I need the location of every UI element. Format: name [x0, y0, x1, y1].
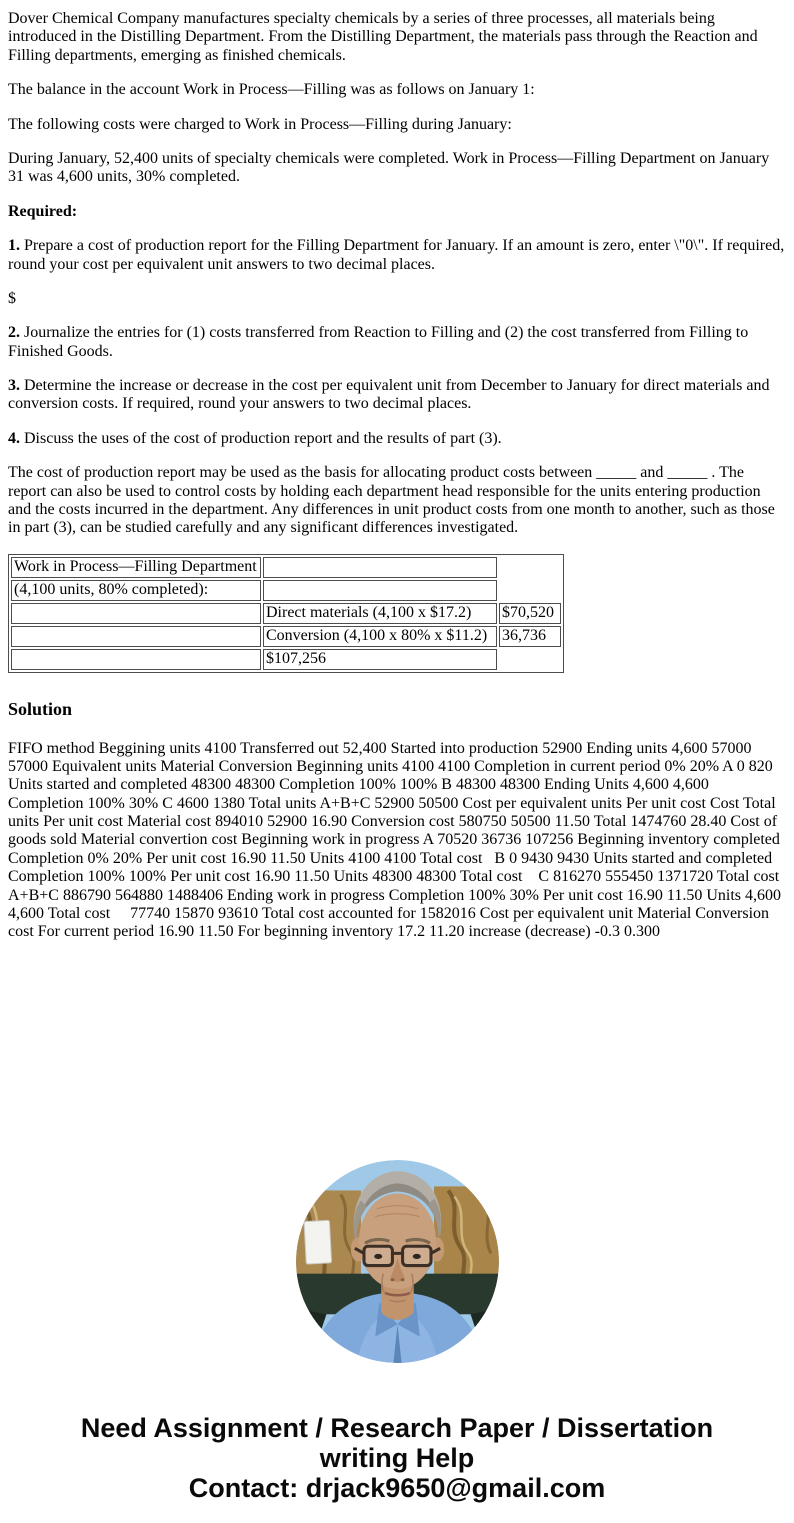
paragraph-report-uses: The cost of production report may be used as the basis for allocating product costs between _____ and _____ . The report can also be used to control costs by holding each department head responsible for the units entering production and the costs incurred in the department. Any differences in unit product costs from one month to another, such as those in part (3), can be studied carefully and any significant differences investigated.	[8, 464, 775, 537]
table-row	[11, 626, 561, 647]
table-row	[11, 649, 561, 670]
requirement-4-number: 4.	[8, 429, 20, 447]
paragraph-costs-charged: The following costs were charged to Work in Process—Filling during January:	[8, 115, 512, 133]
portrait-image	[296, 1160, 499, 1363]
table-cell: Work in Process—Filling Department	[11, 557, 261, 578]
requirement-1-number: 1.	[8, 237, 20, 255]
assignment-document	[8, 10, 786, 1503]
table-cell	[499, 557, 561, 578]
table-cell	[499, 580, 561, 601]
presenter-avatar	[296, 1160, 499, 1363]
footer-line-1: Need Assignment / Research Paper / Dissertation	[80, 1412, 714, 1443]
table-row	[11, 580, 561, 601]
requirement-2	[8, 324, 786, 361]
table-cell: $70,520	[499, 603, 561, 624]
table-cell: Direct materials (4,100 x $17.2)	[263, 603, 497, 624]
table-cell: $107,256	[263, 649, 497, 670]
solution-body-text: FIFO method Beggining units 4100 Transferred out 52,400 Started into production 52900 Ending units 4,600 57000 57000 Equivalent units Material Conversion Beginning units 4100 4100 Completion in current period 0% 20% A 0 820 Units started and completed 48300 48300 Completion 100% 100% B 48300 48300 Ending Units 4,600 4,600 Completion 100% 30% C 4600 1380 Total units A+B+C 52900 50500 Cost per equivalent units Per unit cost Cost Total units Per unit cost Material cost 894010 52900 16.90 Conversion cost 580750 50500 11.50 Total 1474760 28.40 Cost of goods sold Material convertion cost Beginning work in progress A 70520 36736 107256 Beginning inventory completed Completion 0% 20% Per unit cost 16.90 11.50 Units 4100 4100 Total cost B 0 9430 9430 Units started and completed Completion 100% 100% Per unit cost 16.90 11.50 Units 48300 48300 Total cost C 816270 555450 1371720 Total cost A+B+C 886790 564880 1488406 Ending work in progress Completion 100% 30% Per unit cost 16.90 11.50 Units 4,600 4,600 Total cost 77740 15870 93610 Total cost accounted for 1582016 Cost per equivalent unit Material Conversion cost For current period 16.90 11.50 For beginning inventory 17.2 11.20 increase (decrease) -0.3 0.300	[8, 739, 785, 941]
table-cell	[263, 580, 497, 601]
requirement-1-text: Prepare a cost of production report for the Filling Department for January. If an amount is zero, enter \"0\". If required, round your cost per equivalent unit answers to two decimal places.	[8, 237, 785, 273]
paragraph-balance: The balance in the account Work in Process—Filling was as follows on January 1:	[8, 81, 535, 99]
solution-heading: Solution	[8, 698, 73, 719]
avatar-container	[8, 1160, 786, 1363]
paragraph-during-january: During January, 52,400 units of specialty chemicals were completed. Work in Process—Filling Department on January 31 was 4,600 units, 30% completed.	[8, 149, 770, 186]
requirement-1	[8, 237, 786, 274]
requirement-4	[8, 430, 786, 448]
footer-contact-email: Contact: drjack9650@gmail.com	[188, 1472, 606, 1503]
required-heading	[8, 203, 786, 221]
table-cell	[11, 649, 261, 670]
table-cell: Conversion (4,100 x 80% x $11.2)	[263, 626, 497, 647]
paragraph-intro: Dover Chemical Company manufactures specialty chemicals by a series of three processes, all materials being introduced in the Distilling Department. From the Distilling Department, the materials pass through the Reaction and Filling departments, emerging as finished chemicals.	[8, 10, 758, 64]
dollar-sign-line: $	[8, 289, 16, 307]
footer-line-2: writing Help	[319, 1442, 475, 1473]
table-cell	[11, 626, 261, 647]
requirement-2-number: 2.	[8, 324, 20, 342]
table-cell: (4,100 units, 80% completed):	[11, 580, 261, 601]
requirement-4-text: Discuss the uses of the cost of production report and the results of part (3).	[20, 429, 502, 447]
table-cell: 36,736	[499, 626, 561, 647]
required-label: Required:	[8, 202, 78, 220]
requirement-3-number: 3.	[8, 377, 20, 395]
footer-banner	[8, 1413, 786, 1503]
requirement-3	[8, 377, 786, 414]
requirement-3-text: Determine the increase or decrease in the cost per equivalent unit from December to January for direct materials and conversion costs. If required, round your answers to two decimal places.	[8, 377, 770, 413]
table-cell	[499, 649, 561, 670]
requirement-2-text: Journalize the entries for (1) costs transferred from Reaction to Filling and (2) the cost transferred from Filling to Finished Goods.	[8, 324, 749, 360]
work-in-process-table	[8, 554, 564, 673]
table-cell	[11, 603, 261, 624]
table-row	[11, 557, 561, 578]
table-row	[11, 603, 561, 624]
table-cell	[263, 557, 497, 578]
